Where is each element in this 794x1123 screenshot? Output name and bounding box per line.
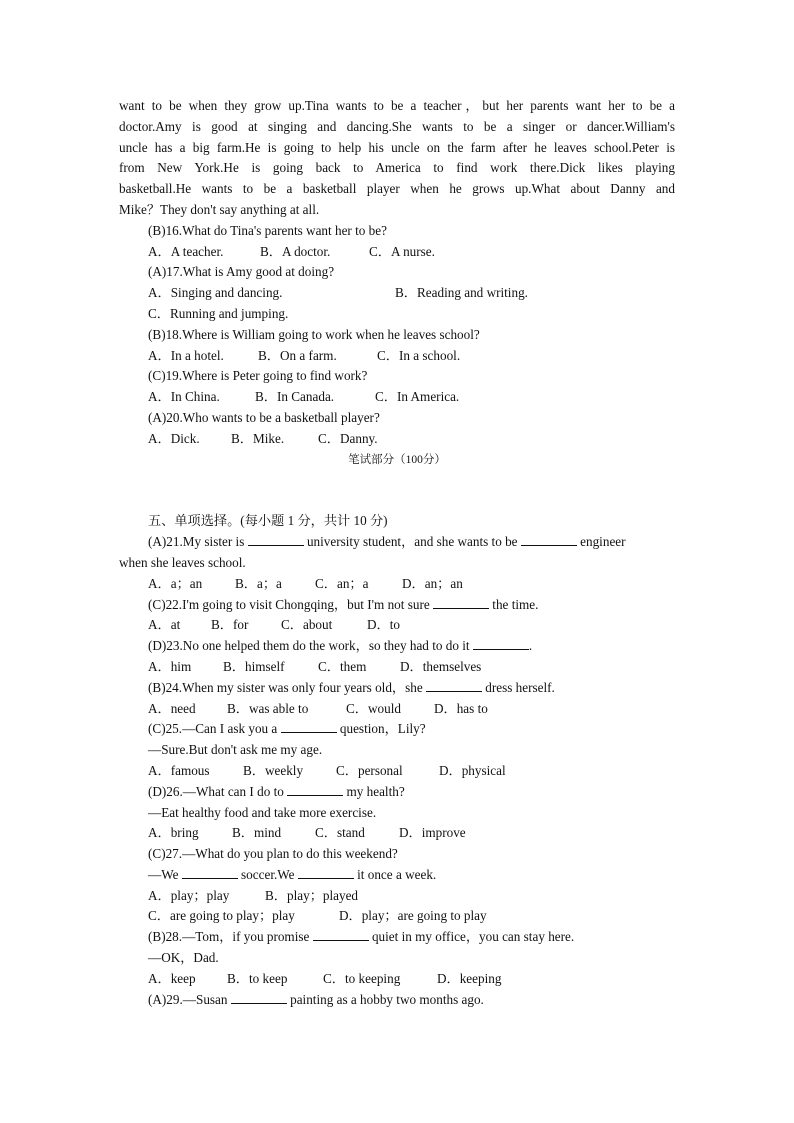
options-19 [119,387,675,408]
option: D．has to [434,700,488,716]
question-16: (B)16.What do Tina's parents want her to be? [148,222,387,238]
options-24 [119,699,675,720]
option: B．On a farm. [258,347,337,363]
question-text: (B)28.—Tom，if you promise [148,929,310,945]
answer-blank[interactable] [281,719,337,733]
option: C．Danny. [318,430,378,446]
option: D．play；are going to play [339,908,487,924]
option: A．Dick. [148,430,200,446]
option: C．an；a [315,575,369,591]
option: D．themselves [400,658,482,674]
answer-blank[interactable] [313,927,369,941]
option: A．need [148,700,196,716]
options-21 [119,574,675,595]
options-22 [119,615,675,636]
dialogue-reply [119,865,675,886]
option: C．are going to play；play [148,908,295,924]
option: B．mind [232,825,282,841]
option: C．A nurse. [369,243,435,259]
answer-blank[interactable] [298,865,354,879]
option: C．stand [315,825,365,841]
option: B．for [211,617,249,633]
answer-blank[interactable] [473,636,529,650]
option: D．improve [399,825,466,841]
passage-line: Mike？They don't say anything at all. [119,201,320,217]
question-text: my health? [346,783,405,799]
passage-line: from New York.He is going back to America to find work there.Dick likes playing [119,160,675,176]
question-22 [119,595,675,616]
question-text: (B)24.When my sister was only four years old，she [148,679,423,695]
question-28 [119,927,675,948]
dialogue-reply: —Eat healthy food and take more exercise. [148,804,377,820]
answer-blank[interactable] [426,678,482,692]
option: A．In China. [148,389,220,405]
exam-page [119,96,675,1010]
question-19: (C)19.Where is Peter going to find work? [148,368,368,384]
question-27: (C)27.—What do you plan to do this weekend? [148,846,398,862]
option: A．A teacher. [148,243,224,259]
question-17: (A)17.What is Amy good at doing? [148,264,335,280]
options-18 [119,346,675,367]
question-text: question，Lily? [339,721,426,737]
passage-line: uncle has a big farm.He is going to help his uncle on the farm after he leaves school.Peter is [119,139,675,155]
question-text: engineer [580,534,626,550]
option: B．a；a [235,575,282,591]
question-text: (C)22.I'm going to visit Chongqing，but I'm not sure [148,596,430,612]
answer-blank[interactable] [433,595,489,609]
option: B．Reading and writing. [395,285,528,301]
options-20 [119,429,675,450]
question-21-cont: when she leaves school. [119,554,246,570]
question-text: it once a week. [357,866,437,882]
option: B．In Canada. [255,389,335,405]
option: A．a；an [148,575,203,591]
option: A．play；play [148,887,230,903]
options-23 [119,657,675,678]
options-27 [119,906,675,927]
question-text: soccer.We [241,866,295,882]
options-25 [119,761,675,782]
dialogue-reply: —Sure.But don't ask me my age. [148,742,323,758]
question-text: (D)26.—What can I do to [148,783,284,799]
passage-line: want to be when they grow up.Tina wants to be a teacher，but her parents want her to be a [119,98,675,113]
answer-blank[interactable] [287,782,343,796]
option: C．In a school. [377,347,461,363]
question-text: (A)29.—Susan [148,991,228,1007]
answer-blank[interactable] [248,532,304,546]
question-text: quiet in my office，you can stay here. [371,929,575,945]
options-17 [119,283,675,304]
option: B．Mike. [231,430,285,446]
option: C．them [318,658,367,674]
options-16 [119,242,675,263]
question-text: (D)23.No one helped them do the work，so they had to do it [148,638,470,654]
passage-line: doctor.Amy is good at singing and dancing.She wants to be a singer or dancer.William's [119,118,675,134]
question-text: painting as a hobby two months ago. [290,991,484,1007]
section-divider: 笔试部分（100分） [348,453,446,466]
options-26 [119,823,675,844]
question-text: . [528,638,533,654]
question-text: the time. [492,596,539,612]
question-21 [119,532,675,553]
option: A．keep [148,970,196,986]
question-text: university student，and she wants to be [306,534,518,550]
option: C．about [281,617,333,633]
dialogue-reply: —OK，Dad. [148,950,219,966]
answer-blank[interactable] [521,532,577,546]
passage-line: basketball.He wants to be a basketball player when he grows up.What about Danny and [119,181,675,197]
option: C．In America. [375,389,460,405]
question-25 [119,719,675,740]
options-28 [119,969,675,990]
question-text: (C)25.—Can I ask you a [148,721,278,737]
question-18: (B)18.Where is William going to work when he leaves school? [148,326,480,342]
option: A．Singing and dancing. [148,285,283,301]
option: D．to [367,617,400,633]
question-text: dress herself. [485,679,555,695]
options-27 [119,886,675,907]
option: B．weekly [243,762,304,778]
option: B．to keep [227,970,288,986]
option: A．at [148,617,181,633]
option: C．to keeping [323,970,401,986]
option: C．would [346,700,401,716]
option: B．was able to [227,700,309,716]
option: A．famous [148,762,210,778]
question-text: (A)21.My sister is [148,534,245,550]
option: D．an；an [402,575,463,591]
option: B．play；played [265,887,359,903]
question-20: (A)20.Who wants to be a basketball player? [148,409,380,425]
option: D．keeping [437,970,502,986]
question-26 [119,782,675,803]
option: A．him [148,658,192,674]
question-23 [119,636,675,657]
answer-blank[interactable] [231,990,287,1004]
option: B．A doctor. [260,243,331,259]
option: D．physical [439,762,506,778]
option: C．personal [336,762,403,778]
question-24 [119,678,675,699]
answer-blank[interactable] [182,865,238,879]
question-29 [119,990,675,1011]
section-title: 五、单项选择。(每小题 1 分，共计 10 分) [148,513,388,529]
option: A．In a hotel. [148,347,224,363]
option: C．Running and jumping. [148,305,289,321]
option: B．himself [223,658,285,674]
option: A．bring [148,825,199,841]
question-text: —We [148,866,179,882]
